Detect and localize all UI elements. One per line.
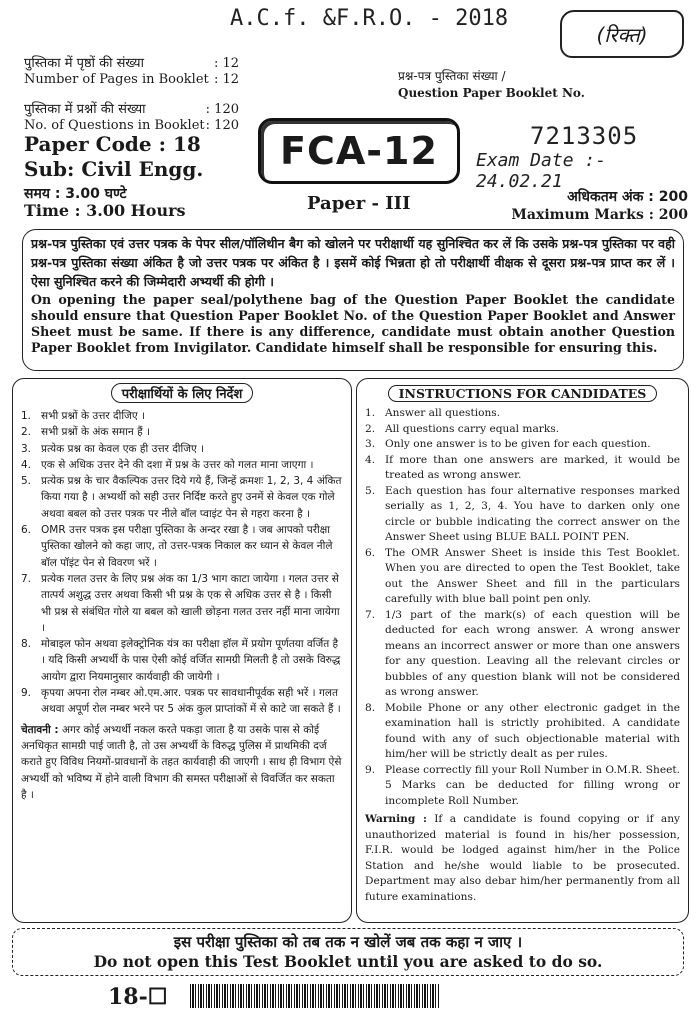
list-item: 9. Please correctly fill your Roll Number in O.M.R. Sheet. 5 Marks can be deducted for filling wrong or incomplete Roll Number. (365, 763, 680, 807)
meta-label: पुस्तिका में प्रश्नों की संख्या (24, 102, 146, 117)
time-en: Time : 3.00 Hours (24, 201, 186, 220)
barcode (190, 984, 440, 1008)
list-item: 2. All questions carry equal marks. (365, 422, 560, 435)
stamp (560, 10, 684, 58)
hindi-warning-text: अगर कोई अभ्यर्थी नकल करते पकड़ा जाता है या उसके पास से कोई अनधिकृत सामग्री पाई जाती है, तो उस अभ्यर्थी के विरुद्ध पुलिस में प्राथमिकी दर्ज कराते हुए विविध नियमों-प्रावधानों के तहत कार्यवाही की जाएगी । साथ ही विभाग ऐसे अभ्यर्थी को भविष्य में होने वाली विभाग की समस्त परीक्षाओं से विवर्जित कर सकता है । (21, 723, 342, 801)
hindi-warning (21, 722, 343, 803)
english-warning-label: Warning : (365, 813, 427, 825)
meta-value: : 12 (213, 72, 239, 87)
meta-row (24, 102, 239, 118)
booklet-no-label (398, 68, 585, 102)
stamp-text: (रिक्त) (596, 22, 648, 47)
notice-english: On opening the paper seal/polythene bag of the Question Paper Booklet the candidate should ensure that Question Paper Booklet No. of the Question Paper Booklet and Answer Sheet must be same. If there is any difference, candidate must obtain another Question Paper Booklet from Invigilator. Candidate himself shall be responsible for ensuring this. (31, 292, 675, 355)
list-item: 6. The OMR Answer Sheet is inside this Test Booklet. When you are directed to open the Test Booklet, take out the Answer Sheet and fill in the particulars carefully with blue ball point pen only. (365, 546, 680, 605)
english-heading: INSTRUCTIONS FOR CANDIDATES (388, 385, 658, 402)
list-item: 7. प्रत्येक गलत उत्तर के लिए प्रश्न अंक का 1/3 भाग काटा जायेगा । गलत उत्तर से तात्पर्य अशुद्ध उत्तर अथवा किसी भी प्रश्न के एक से अधिक उत्तर से है । किसी भी प्रश्न से संबंधित गोले या बबल को खाली छोड़ना गलत उत्तर नहीं माना जायेगा । (21, 572, 340, 634)
max-marks-en: Maximum Marks : 200 (511, 207, 688, 223)
max-marks (511, 188, 688, 224)
meta-value: : 12 (213, 56, 239, 71)
list-item: 8. मोबाइल फोन अथवा इलेक्ट्रोनिक यंत्र का परीक्षा हॉल में प्रयोग पूर्णतया वर्जित है । यदि किसी अभ्यर्थी के पास ऐसी कोई वर्जित सामग्री मिलती है तो उसके विरुद्ध आयोग द्वारा नियमानुसार कार्यवाही की जायेगी । (21, 638, 341, 683)
hindi-warning-label: चेतावनी : (21, 723, 59, 736)
english-warning (365, 812, 680, 905)
booklet-number: 7213305 (530, 122, 639, 150)
list-item: 3. प्रत्येक प्रश्न का केवल एक ही उत्तर दीजिए । (21, 442, 205, 455)
booklet-no-label-en: Question Paper Booklet No. (398, 86, 585, 100)
list-item: 8. Mobile Phone or any other electronic gadget in the examination hall is strictly prohibited. A candidate found with any of such objectionable material with him/her will be strictly dealt as per rules. (365, 701, 680, 760)
meta-row (24, 72, 239, 88)
footer-code: 18-☐ (108, 984, 168, 1010)
handwritten-exam-title: A.C.f. &F.R.O. - 2018 (230, 6, 509, 31)
meta-row (24, 56, 239, 72)
hindi-list (21, 408, 343, 718)
list-item: 2. सभी प्रश्नों के अंक समान हैं । (21, 426, 150, 439)
list-item: 5. प्रत्येक प्रश्न के चार वैकल्पिक उत्तर दिये गये हैं, जिन्हें क्रमशः 1, 2, 3, 4 अंकित किया गया है । अभ्यर्थी को सही उत्तर निर्दिष्ट करते हुए उनमें से केवल एक गोले अथवा बबल को उत्तर पत्रक पर नीले बॉल प्वाइंट पेन से गहरा करना है । (21, 475, 342, 520)
list-item: 7. 1/3 part of the mark(s) of each question will be deducted for each wrong answer. A wrong answer means an incorrect answer or more than one answers for any question. Leaving all the relevant circles or bubbles of any question blank will not be considered as wrong answer. (365, 608, 680, 698)
list-item: 1. Answer all questions. (365, 407, 501, 419)
paper-code: Paper Code : 18 (24, 132, 201, 156)
booklet-no-label-hi: प्रश्न-पत्र पुस्तिका संख्या / (398, 69, 506, 83)
do-not-open-hi: इस परीक्षा पुस्तिका को तब तक न खोलें जब तक कहा न जाए । (173, 933, 523, 951)
hindi-heading: परीक्षार्थियों के लिए निर्देश (111, 383, 254, 403)
time-hi: समय : 3.00 घण्टे (24, 186, 127, 202)
english-warning-text: If a candidate is found copying or if any unauthorized material is found in his/her possession, F.I.R. would be lodged against him/her in the Police Station and he/she would liable to be prosecuted. Department may also debar him/her permanently from all future examinations. (365, 813, 680, 903)
list-item: 1. सभी प्रश्नों के उत्तर दीजिए । (21, 410, 145, 422)
meta-label: No. of Questions in Booklet (24, 118, 205, 133)
booklet-meta (24, 56, 239, 134)
english-instructions (356, 378, 689, 923)
meta-label: Number of Pages in Booklet (24, 72, 209, 87)
list-item: 4. If more than one answers are marked, it would be treated as wrong answer. (365, 453, 680, 481)
do-not-open-en: Do not open this Test Booklet until you are asked to do so. (93, 952, 603, 971)
list-item: 9. कृपया अपना रोल नम्बर ओ.एम.आर. पत्रक पर सावधानीपूर्वक सही भरें । गलत अथवा अपूर्ण रोल नम्बर भरने पर 5 अंक कुल प्राप्तांकों में से काटे जा सकते हैं । (21, 687, 341, 716)
exam-date: Exam Date :- 24.02.21 (476, 150, 607, 192)
list-item: 6. OMR उत्तर पत्रक इस परीक्षा पुस्तिका के अन्दर रखा है । जब आपको परीक्षा पुस्तिका खोलने को कहा जाए, तो उत्तर-पत्रक निकाल कर ध्यान से केवल नीले बॉल पॉइंट पेन से विवरण भरें । (21, 524, 333, 569)
list-item: 3. Only one answer is to be given for each question. (365, 438, 651, 450)
list-item: 5. Each question has four alternative responses marked serially as 1, 2, 3, 4. You have to darken only one circle or bubble indicating the correct answer on the Answer Sheet using BLUE BALL POINT PEN. (365, 484, 680, 543)
notice-hindi: प्रश्न-पत्र पुस्तिका एवं उत्तर पत्रक के पेपर सील/पॉलिथीन बैग को खोलने पर परीक्षार्थी यह सुनिश्चित कर लें कि उसके प्रश्न-पत्र पुस्तिका पर वही प्रश्न-पत्र पुस्तिका संख्या अंकित है जो उत्तर पत्रक पर अंकित है । इसमें कोई भिन्नता हो तो परीक्षार्थी वीक्षक से दूसरा प्रश्न-पत्र प्राप्त कर लें । ऐसा सुनिश्चित करने की जिम्मेदारी अभ्यर्थी की होगी । (31, 236, 675, 289)
notice-box (22, 229, 684, 371)
subject: Sub: Civil Engg. (24, 157, 204, 181)
code-box-text: FCA-12 (280, 129, 438, 173)
code-box (258, 118, 460, 184)
english-list (365, 406, 680, 809)
max-marks-hi: अधिकतम अंक : 200 (567, 189, 688, 205)
list-item: 4. एक से अधिक उत्तर देने की दशा में प्रश्न के उत्तर को गलत माना जाएगा । (21, 458, 314, 471)
meta-value: : 120 (205, 118, 239, 133)
hindi-instructions (12, 378, 352, 923)
meta-label: पुस्तिका में पृष्ठों की संख्या (24, 56, 144, 71)
do-not-open-notice (12, 928, 684, 976)
paper-number: Paper - III (307, 193, 411, 214)
meta-value: : 120 (205, 102, 239, 117)
